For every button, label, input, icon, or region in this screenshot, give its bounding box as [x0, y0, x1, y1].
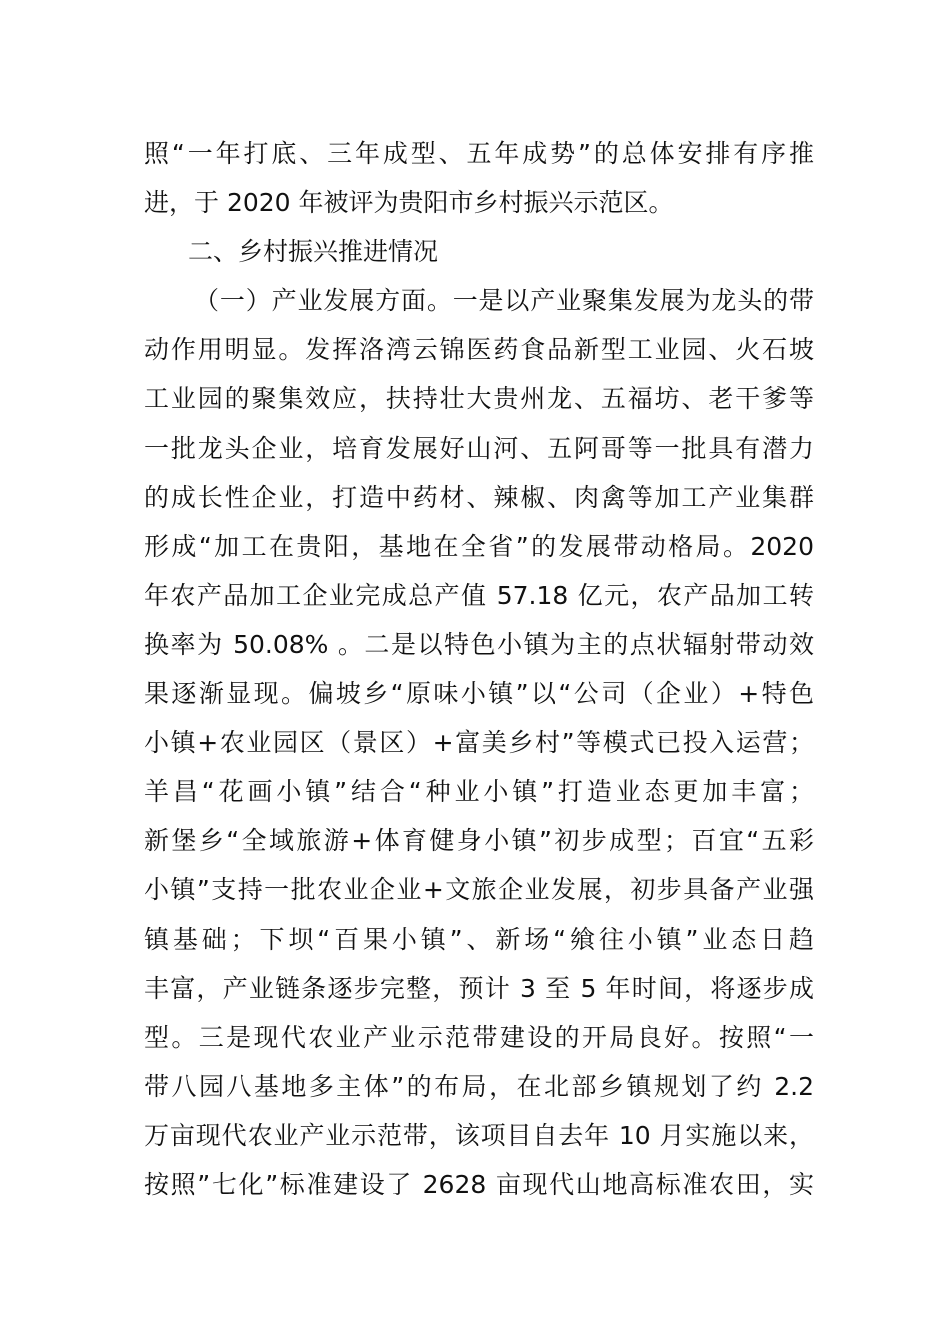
text-line: 小镇”支持一批农业企业+文旅企业发展，初步具备产业强 [144, 875, 814, 905]
text-line: 新堡乡“全域旅游+体育健身小镇”初步成型；百宜“五彩 [144, 826, 814, 856]
text-line: 工业园的聚集效应，扶持壮大贵州龙、五福坊、老干爹等 [144, 384, 814, 414]
text-line: 一批龙头企业，培育发展好山河、五阿哥等一批具有潜力 [144, 433, 814, 463]
section-heading: 二、乡村振兴推进情况 [188, 237, 439, 267]
text-line: 带八园八基地多主体”的布局，在北部乡镇规划了约 2.2 [144, 1071, 814, 1101]
text-line: 换率为 50.08% 。二是以特色小镇为主的点状辐射带动效 [144, 629, 814, 659]
text-line: 型。三是现代农业产业示范带建设的开局良好。按照“一 [144, 1022, 814, 1052]
text-line: 丰富，产业链条逐步完整，预计 3 至 5 年时间，将逐步成 [144, 973, 814, 1003]
text-line: 羊昌“花画小镇”结合“种业小镇”打造业态更加丰富； [144, 777, 814, 807]
text-line: 镇基础；下坝“百果小镇”、新场“飨往小镇”业态日趋 [144, 924, 814, 954]
text-line: 动作用明显。发挥洛湾云锦医药食品新型工业园、火石坡 [144, 335, 814, 365]
text-line: 小镇+农业园区（景区）+富美乡村”等模式已投入运营； [144, 728, 814, 758]
text-line: 按照”七化”标准建设了 2628 亩现代山地高标准农田，实 [144, 1169, 814, 1199]
document-body [144, 129, 814, 1209]
text-line: （一）产业发展方面。一是以产业聚集发展为龙头的带 [194, 286, 814, 316]
text-line: 形成“加工在贵阳，基地在全省”的发展带动格局。2020 [144, 531, 814, 561]
text-line: 照“一年打底、三年成型、五年成势”的总体安排有序推 [144, 139, 814, 168]
text-line: 进，于 2020 年被评为贵阳市乡村振兴示范区。 [144, 188, 674, 218]
text-line: 的成长性企业，打造中药材、辣椒、肉禽等加工产业集群 [144, 482, 814, 512]
text-line: 果逐渐显现。偏坡乡“原味小镇”以“公司（企业）+特色 [144, 679, 814, 709]
text-line: 万亩现代农业产业示范带，该项目自去年 10 月实施以来， [144, 1120, 814, 1150]
text-line: 年农产品加工企业完成总产值 57.18 亿元，农产品加工转 [144, 580, 814, 610]
